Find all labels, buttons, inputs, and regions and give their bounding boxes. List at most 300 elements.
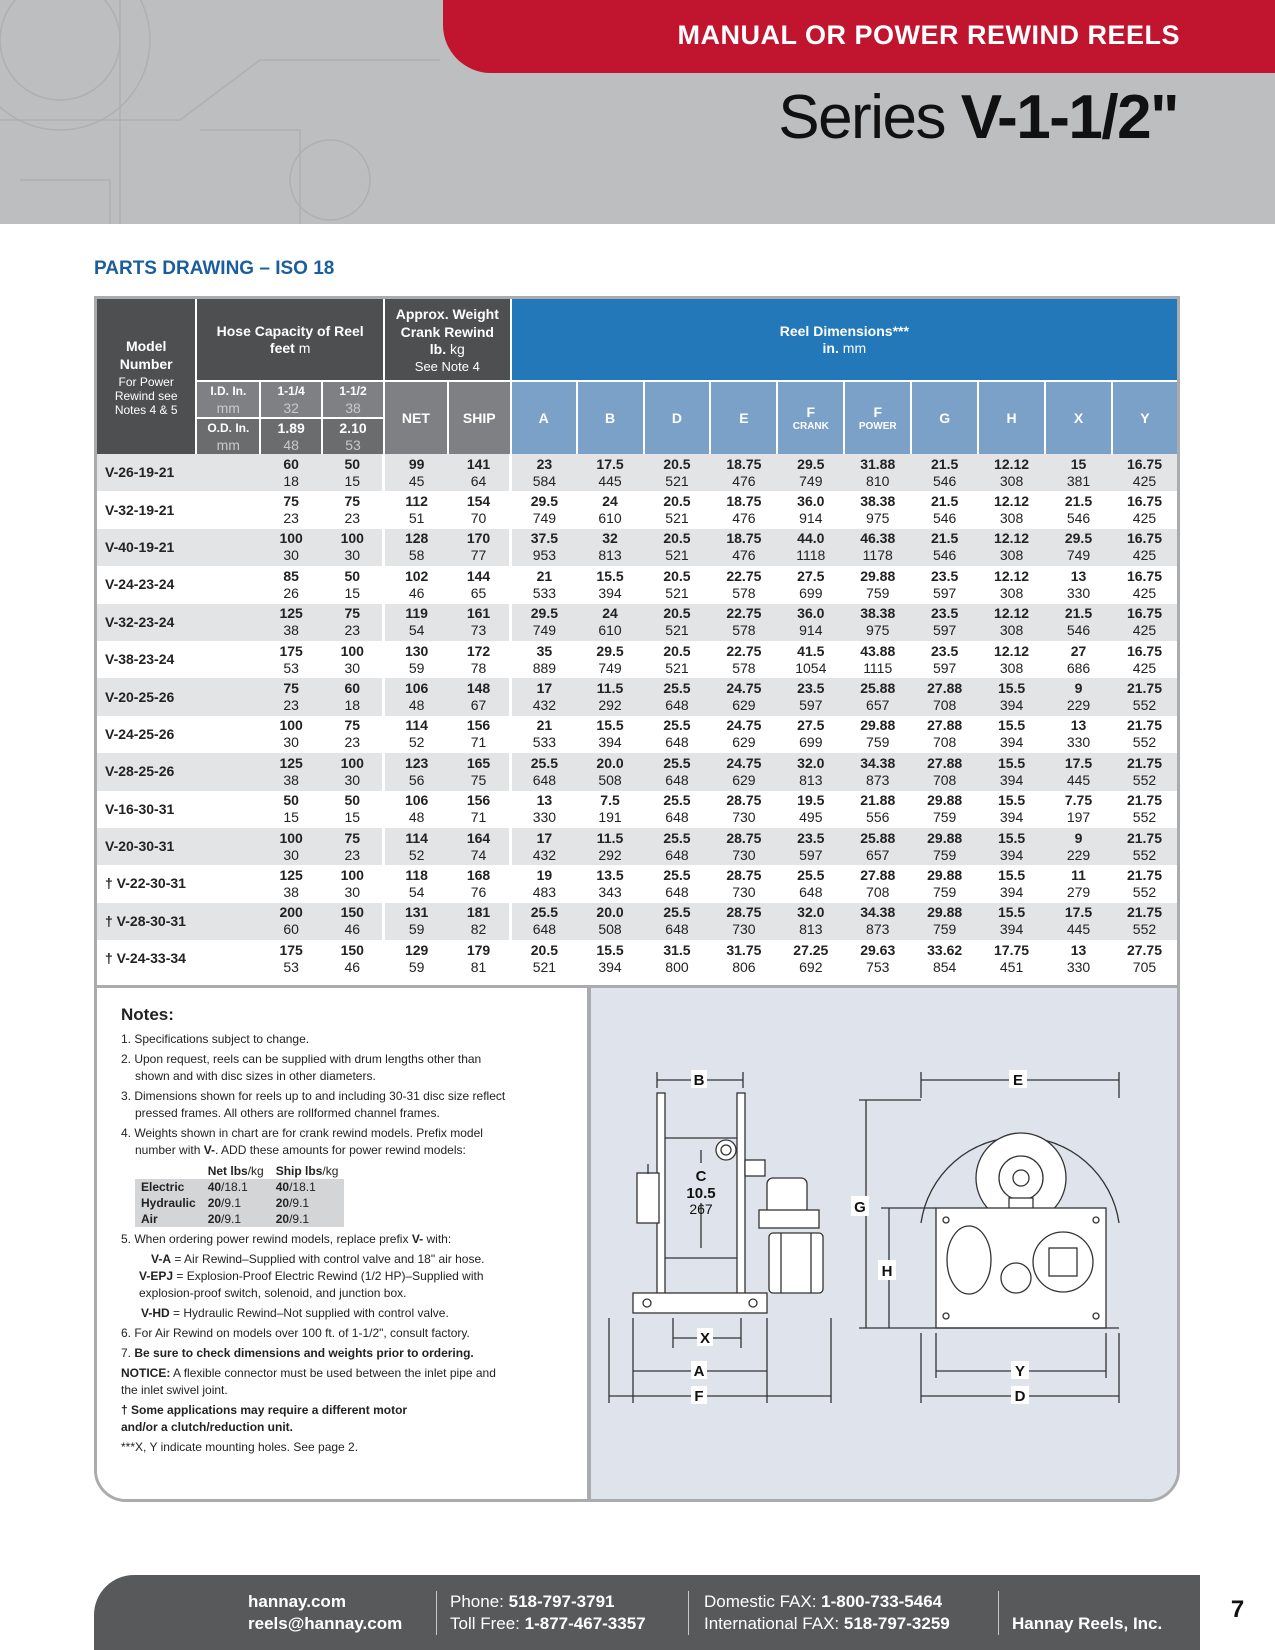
series-name: V-1-1/2" <box>960 83 1178 152</box>
model-number: V-20-25-26 <box>97 678 260 715</box>
table-cell: 23.5 597 <box>777 828 844 865</box>
table-cell: 13.5 343 <box>577 865 644 902</box>
table-cell: 114 52 <box>384 828 448 865</box>
reel-diagram <box>591 988 1171 1502</box>
table-cell: 17 432 <box>511 828 577 865</box>
wt-row: Hydraulic 20/9.1 20/9.1 <box>135 1195 344 1211</box>
table-cell: 18.75 476 <box>710 529 777 566</box>
table-cell: 200 60 <box>260 903 322 940</box>
table-cell: 100 30 <box>322 753 384 790</box>
table-cell: 15.5 394 <box>978 828 1045 865</box>
dim-label-g: G <box>854 1199 866 1216</box>
header-dim-x: X <box>1045 381 1112 454</box>
notice: NOTICE: A flexible connector must be used between the inlet pipe and the inlet swivel joint. <box>121 1366 496 1397</box>
size2-od: 2.10 53 <box>322 418 384 454</box>
prefix-vepj: V-EPJ = Explosion-Proof Electric Rewind (1/2 HP)–Supplied with explosion-proof switch, solenoid, and junction box. <box>139 1269 484 1300</box>
table-row <box>97 454 1177 491</box>
table-cell: 25.5 648 <box>644 828 711 865</box>
table-cell: 41.5 1054 <box>777 641 844 678</box>
model-number: † V-24-33-34 <box>97 940 260 977</box>
table-cell: 75 23 <box>322 716 384 753</box>
table-cell: 29.5 749 <box>511 491 577 528</box>
table-cell: 33.62 854 <box>911 940 978 977</box>
table-cell: 25.5 648 <box>777 865 844 902</box>
prefix-vhd: V-HD = Hydraulic Rewind–Not supplied with control valve. <box>141 1306 449 1320</box>
table-cell: 34.38 873 <box>844 903 911 940</box>
banner-title: MANUAL OR POWER REWIND REELS <box>677 20 1180 50</box>
table-cell: 75 23 <box>260 491 322 528</box>
table-row <box>97 566 1177 603</box>
table-cell: 170 77 <box>448 529 511 566</box>
table-cell: 21.5 546 <box>1045 491 1112 528</box>
table-cell: 21.5 546 <box>911 454 978 491</box>
table-cell: 29.88 759 <box>911 865 978 902</box>
header-dim-g: G <box>911 381 978 454</box>
table-cell: 21.75 552 <box>1112 753 1177 790</box>
footer-divider <box>436 1591 437 1635</box>
page-footer <box>94 1575 1200 1650</box>
notes-list <box>121 1031 587 1159</box>
table-cell: 11 279 <box>1045 865 1112 902</box>
table-row <box>97 791 1177 828</box>
table-row <box>97 828 1177 865</box>
table-cell: 50 15 <box>322 791 384 828</box>
table-cell: 156 71 <box>448 791 511 828</box>
id-label: I.D. In. mm <box>196 381 260 418</box>
table-cell: 156 71 <box>448 716 511 753</box>
note-7: 7. Be sure to check dimensions and weights prior to ordering. <box>121 1346 474 1360</box>
table-cell: 161 73 <box>448 604 511 641</box>
table-cell: 13 330 <box>1045 716 1112 753</box>
dim-label-c-in: 10.5 <box>686 1185 716 1202</box>
table-cell: 35 889 <box>511 641 577 678</box>
od-label: O.D. In. mm <box>196 418 260 454</box>
table-cell: 38.38 975 <box>844 604 911 641</box>
table-cell: 21.75 552 <box>1112 903 1177 940</box>
table-cell: 50 15 <box>322 454 384 491</box>
table-cell: 27 686 <box>1045 641 1112 678</box>
table-cell: 23.5 597 <box>911 566 978 603</box>
table-cell: 15.5 394 <box>978 753 1045 790</box>
table-cell: 29.88 759 <box>911 828 978 865</box>
note-4: 4. Weights shown in chart are for crank rewind models. Prefix model number with V-. ADD these amounts for power rewind models: <box>121 1126 483 1157</box>
model-number: V-28-25-26 <box>97 753 260 790</box>
table-cell: 150 46 <box>322 940 384 977</box>
notes-panel <box>97 985 591 1502</box>
table-cell: 32.0 813 <box>777 753 844 790</box>
table-cell: 9 229 <box>1045 678 1112 715</box>
table-cell: 20.5 521 <box>644 491 711 528</box>
model-number: V-24-25-26 <box>97 716 260 753</box>
table-cell: 34.38 873 <box>844 753 911 790</box>
table-cell: 29.5 749 <box>577 641 644 678</box>
header-banner <box>443 0 1275 73</box>
table-cell: 18.75 476 <box>710 454 777 491</box>
table-cell: 29.88 759 <box>844 566 911 603</box>
table-cell: 27.25 692 <box>777 940 844 977</box>
table-cell: 29.63 753 <box>844 940 911 977</box>
table-cell: 106 48 <box>384 678 448 715</box>
table-cell: 23.5 597 <box>911 604 978 641</box>
table-cell: 23.5 597 <box>911 641 978 678</box>
table-cell: 25.5 648 <box>644 903 711 940</box>
spec-frame <box>94 296 1180 1502</box>
table-cell: 17.5 445 <box>1045 753 1112 790</box>
table-cell: 75 23 <box>322 604 384 641</box>
table-row <box>97 716 1177 753</box>
table-cell: 141 64 <box>448 454 511 491</box>
note-3: 3. Dimensions shown for reels up to and including 30-31 disc size reflect pressed frames. All others are rollformed channel frames. <box>121 1089 506 1120</box>
table-cell: 28.75 730 <box>710 791 777 828</box>
table-cell: 22.75 578 <box>710 604 777 641</box>
table-cell: 25.5 648 <box>644 865 711 902</box>
table-cell: 181 82 <box>448 903 511 940</box>
table-cell: 131 59 <box>384 903 448 940</box>
table-cell: 28.75 730 <box>710 828 777 865</box>
footer-company: Hannay Reels, Inc. <box>1012 1614 1163 1633</box>
table-cell: 7.75 197 <box>1045 791 1112 828</box>
table-cell: 16.75 425 <box>1112 604 1177 641</box>
table-cell: 25.5 648 <box>644 716 711 753</box>
table-cell: 21.88 556 <box>844 791 911 828</box>
table-cell: 112 51 <box>384 491 448 528</box>
table-cell: 148 67 <box>448 678 511 715</box>
model-number: † V-22-30-31 <box>97 865 260 902</box>
table-cell: 164 74 <box>448 828 511 865</box>
table-cell: 15.5 394 <box>978 678 1045 715</box>
table-row <box>97 604 1177 641</box>
table-row <box>97 529 1177 566</box>
table-cell: 36.0 914 <box>777 604 844 641</box>
table-cell: 25.5 648 <box>644 791 711 828</box>
table-cell: 46.38 1178 <box>844 529 911 566</box>
table-cell: 154 70 <box>448 491 511 528</box>
table-cell: 29.88 759 <box>911 791 978 828</box>
page-number: 7 <box>1200 1575 1275 1650</box>
note-5: 5. When ordering power rewind models, replace prefix V- with: <box>121 1232 452 1246</box>
dim-label-c: C <box>695 1168 707 1185</box>
table-cell: 25.88 657 <box>844 828 911 865</box>
header-reel-dimensions: Reel Dimensions*** in. mm <box>511 299 1177 381</box>
footer-tollfree: Toll Free: 1-877-467-3357 <box>450 1614 646 1633</box>
size2-id: 1-1/2 38 <box>322 381 384 418</box>
table-cell: 20.0 508 <box>577 753 644 790</box>
header-dim-d: D <box>644 381 711 454</box>
table-row <box>97 678 1177 715</box>
table-cell: 25.5 648 <box>511 753 577 790</box>
dim-label-x: X <box>699 1330 711 1347</box>
prefix-va: V-A = Air Rewind–Supplied with control valve and 18" air hose. <box>151 1252 485 1266</box>
table-cell: 17 432 <box>511 678 577 715</box>
table-cell: 11.5 292 <box>577 828 644 865</box>
dim-label-f: F <box>694 1388 704 1405</box>
table-cell: 29.5 749 <box>511 604 577 641</box>
dim-label-d: D <box>1014 1388 1026 1405</box>
header-net: NET <box>384 381 448 454</box>
wt-ship-header: Ship lbs/kg <box>275 1164 339 1178</box>
table-cell: 75 23 <box>322 491 384 528</box>
table-cell: 150 46 <box>322 903 384 940</box>
table-cell: 27.5 699 <box>777 566 844 603</box>
table-cell: 20.5 521 <box>644 529 711 566</box>
spec-table <box>97 299 1177 977</box>
header-weight: Approx. Weight Crank Rewind lb. kg See Note 4 <box>384 299 511 381</box>
table-cell: 16.75 425 <box>1112 641 1177 678</box>
table-cell: 31.5 800 <box>644 940 711 977</box>
series-title: Series V-1-1/2" <box>778 83 1178 152</box>
table-cell: 9 229 <box>1045 828 1112 865</box>
page-header <box>0 0 1275 224</box>
table-cell: 100 30 <box>260 529 322 566</box>
table-cell: 20.5 521 <box>644 641 711 678</box>
table-cell: 21 533 <box>511 566 577 603</box>
table-cell: 12.12 308 <box>978 641 1045 678</box>
table-cell: 100 30 <box>260 716 322 753</box>
table-cell: 36.0 914 <box>777 491 844 528</box>
wt-row: Air 20/9.1 20/9.1 <box>135 1211 344 1227</box>
table-cell: 15.5 394 <box>577 566 644 603</box>
table-cell: 20.5 521 <box>644 604 711 641</box>
dim-label-h: H <box>881 1263 893 1280</box>
dim-label-b: B <box>693 1072 705 1089</box>
table-cell: 19.5 495 <box>777 791 844 828</box>
table-row <box>97 903 1177 940</box>
header-hose-capacity: Hose Capacity of Reel feet m <box>196 299 384 381</box>
table-cell: 16.75 425 <box>1112 454 1177 491</box>
table-cell: 168 76 <box>448 865 511 902</box>
footer-domestic-fax: Domestic FAX: 1-800-733-5464 <box>704 1592 943 1611</box>
table-cell: 123 56 <box>384 753 448 790</box>
table-cell: 22.75 578 <box>710 641 777 678</box>
table-cell: 13 330 <box>1045 566 1112 603</box>
table-cell: 179 81 <box>448 940 511 977</box>
table-cell: 15.5 394 <box>577 940 644 977</box>
table-cell: 18.75 476 <box>710 491 777 528</box>
wt-net-header: Net lbs/kg <box>207 1164 264 1178</box>
header-ship: SHIP <box>448 381 511 454</box>
table-cell: 29.5 749 <box>1045 529 1112 566</box>
header-dim-f-power: F POWER <box>844 381 911 454</box>
table-cell: 60 18 <box>260 454 322 491</box>
table-cell: 21.75 552 <box>1112 791 1177 828</box>
table-cell: 37.5 953 <box>511 529 577 566</box>
stars-note: ***X, Y indicate mounting holes. See page 2. <box>121 1440 359 1454</box>
table-cell: 27.88 708 <box>844 865 911 902</box>
table-cell: 22.75 578 <box>710 566 777 603</box>
dagger-note: † Some applications may require a different motor and/or a clutch/reduction unit. <box>121 1403 408 1434</box>
wt-row: Electric 40/18.1 40/18.1 <box>135 1179 344 1195</box>
table-cell: 44.0 1118 <box>777 529 844 566</box>
footer-intl-fax: International FAX: 518-797-3259 <box>704 1614 950 1633</box>
note-2: 2. Upon request, reels can be supplied with drum lengths other than shown and with disc sizes in other diameters. <box>121 1052 482 1083</box>
table-cell: 165 75 <box>448 753 511 790</box>
table-cell: 99 45 <box>384 454 448 491</box>
table-cell: 75 23 <box>260 678 322 715</box>
table-cell: 13 330 <box>1045 940 1112 977</box>
table-cell: 125 38 <box>260 753 322 790</box>
table-cell: 15.5 394 <box>978 716 1045 753</box>
footer-website[interactable]: hannay.com <box>248 1592 346 1611</box>
model-number: V-38-23-24 <box>97 641 260 678</box>
table-cell: 15.5 394 <box>577 716 644 753</box>
table-cell: 23 584 <box>511 454 577 491</box>
spec-table-body <box>97 454 1177 977</box>
table-cell: 32.0 813 <box>777 903 844 940</box>
table-cell: 27.88 708 <box>911 678 978 715</box>
footer-divider <box>688 1591 689 1635</box>
table-cell: 23.5 597 <box>777 678 844 715</box>
table-cell: 17.75 451 <box>978 940 1045 977</box>
notes-title: Notes: <box>121 1005 174 1024</box>
table-cell: 19 483 <box>511 865 577 902</box>
table-cell: 25.5 648 <box>511 903 577 940</box>
table-cell: 43.88 1115 <box>844 641 911 678</box>
table-cell: 21 533 <box>511 716 577 753</box>
table-cell: 100 30 <box>322 641 384 678</box>
table-cell: 38.38 975 <box>844 491 911 528</box>
table-cell: 28.75 730 <box>710 865 777 902</box>
table-cell: 24 610 <box>577 491 644 528</box>
table-cell: 29.88 759 <box>844 716 911 753</box>
table-cell: 21.75 552 <box>1112 678 1177 715</box>
table-cell: 144 65 <box>448 566 511 603</box>
table-cell: 15.5 394 <box>978 865 1045 902</box>
table-cell: 85 26 <box>260 566 322 603</box>
table-cell: 118 54 <box>384 865 448 902</box>
dim-label-c-mm: 267 <box>689 1201 713 1217</box>
table-cell: 13 330 <box>511 791 577 828</box>
header-dim-a: A <box>511 381 577 454</box>
model-number: V-24-23-24 <box>97 566 260 603</box>
table-cell: 100 30 <box>260 828 322 865</box>
header-dim-y: Y <box>1112 381 1177 454</box>
table-row <box>97 940 1177 977</box>
note-6: 6. For Air Rewind on models over 100 ft. of 1-1/2", consult factory. <box>121 1326 470 1340</box>
table-cell: 21.5 546 <box>911 529 978 566</box>
table-cell: 21.75 552 <box>1112 828 1177 865</box>
reel-drawing <box>591 985 1177 1502</box>
header-dim-h: H <box>978 381 1045 454</box>
footer-divider <box>998 1591 999 1635</box>
table-row <box>97 641 1177 678</box>
table-cell: 31.88 810 <box>844 454 911 491</box>
model-number: V-16-30-31 <box>97 791 260 828</box>
table-cell: 17.5 445 <box>577 454 644 491</box>
footer-email[interactable]: reels@hannay.com <box>248 1614 403 1633</box>
dim-label-y: Y <box>1014 1363 1026 1380</box>
table-cell: 16.75 425 <box>1112 566 1177 603</box>
table-cell: 21.5 546 <box>1045 604 1112 641</box>
table-cell: 20.0 508 <box>577 903 644 940</box>
table-cell: 50 15 <box>322 566 384 603</box>
table-cell: 24.75 629 <box>710 716 777 753</box>
table-cell: 31.75 806 <box>710 940 777 977</box>
table-cell: 128 58 <box>384 529 448 566</box>
table-cell: 20.5 521 <box>511 940 577 977</box>
header-model: Model Number For Power Rewind see Notes 4 & 5 <box>97 299 196 454</box>
size1-id: 1-1/4 32 <box>260 381 322 418</box>
table-cell: 27.88 708 <box>911 753 978 790</box>
table-cell: 16.75 425 <box>1112 491 1177 528</box>
table-cell: 75 23 <box>322 828 384 865</box>
table-cell: 7.5 191 <box>577 791 644 828</box>
background-drawing-graphic <box>0 0 440 224</box>
model-number: V-40-19-21 <box>97 529 260 566</box>
table-cell: 24 610 <box>577 604 644 641</box>
model-number: † V-28-30-31 <box>97 903 260 940</box>
table-cell: 16.75 425 <box>1112 529 1177 566</box>
model-number: V-32-23-24 <box>97 604 260 641</box>
table-cell: 11.5 292 <box>577 678 644 715</box>
table-cell: 12.12 308 <box>978 454 1045 491</box>
dim-label-e: E <box>1012 1072 1024 1089</box>
table-cell: 29.5 749 <box>777 454 844 491</box>
table-cell: 12.12 308 <box>978 604 1045 641</box>
section-title: PARTS DRAWING – ISO 18 <box>94 258 335 279</box>
model-number: V-26-19-21 <box>97 454 260 491</box>
table-cell: 24.75 629 <box>710 678 777 715</box>
header-dim-f-crank: F CRANK <box>777 381 844 454</box>
model-number: V-20-30-31 <box>97 828 260 865</box>
table-cell: 175 53 <box>260 641 322 678</box>
table-cell: 28.75 730 <box>710 903 777 940</box>
table-cell: 119 54 <box>384 604 448 641</box>
table-cell: 25.88 657 <box>844 678 911 715</box>
header-model-sub: For Power Rewind see Notes 4 & 5 <box>114 374 178 417</box>
table-cell: 21.75 552 <box>1112 716 1177 753</box>
table-cell: 172 78 <box>448 641 511 678</box>
table-row <box>97 491 1177 528</box>
table-cell: 114 52 <box>384 716 448 753</box>
table-cell: 29.88 759 <box>911 903 978 940</box>
table-row <box>97 865 1177 902</box>
table-cell: 24.75 629 <box>710 753 777 790</box>
table-cell: 27.88 708 <box>911 716 978 753</box>
table-cell: 12.12 308 <box>978 529 1045 566</box>
table-cell: 60 18 <box>322 678 384 715</box>
table-cell: 106 48 <box>384 791 448 828</box>
size1-od: 1.89 48 <box>260 418 322 454</box>
table-cell: 100 30 <box>322 865 384 902</box>
table-cell: 129 59 <box>384 940 448 977</box>
table-cell: 125 38 <box>260 865 322 902</box>
table-cell: 20.5 521 <box>644 566 711 603</box>
table-cell: 21.5 546 <box>911 491 978 528</box>
table-cell: 12.12 308 <box>978 491 1045 528</box>
footer-phone: Phone: 518-797-3791 <box>450 1592 615 1611</box>
table-cell: 125 38 <box>260 604 322 641</box>
table-cell: 102 46 <box>384 566 448 603</box>
table-cell: 15.5 394 <box>978 903 1045 940</box>
table-cell: 130 59 <box>384 641 448 678</box>
table-cell: 32 813 <box>577 529 644 566</box>
table-cell: 15 381 <box>1045 454 1112 491</box>
table-cell: 20.5 521 <box>644 454 711 491</box>
table-cell: 12.12 308 <box>978 566 1045 603</box>
table-cell: 100 30 <box>322 529 384 566</box>
dim-label-a: A <box>693 1363 705 1380</box>
table-cell: 17.5 445 <box>1045 903 1112 940</box>
power-weight-table <box>135 1163 344 1227</box>
table-cell: 15.5 394 <box>978 791 1045 828</box>
table-cell: 25.5 648 <box>644 678 711 715</box>
note-1: 1. Specifications subject to change. <box>121 1032 310 1046</box>
header-dim-b: B <box>577 381 644 454</box>
model-number: V-32-19-21 <box>97 491 260 528</box>
table-cell: 25.5 648 <box>644 753 711 790</box>
table-cell: 21.75 552 <box>1112 865 1177 902</box>
header-dim-e: E <box>710 381 777 454</box>
